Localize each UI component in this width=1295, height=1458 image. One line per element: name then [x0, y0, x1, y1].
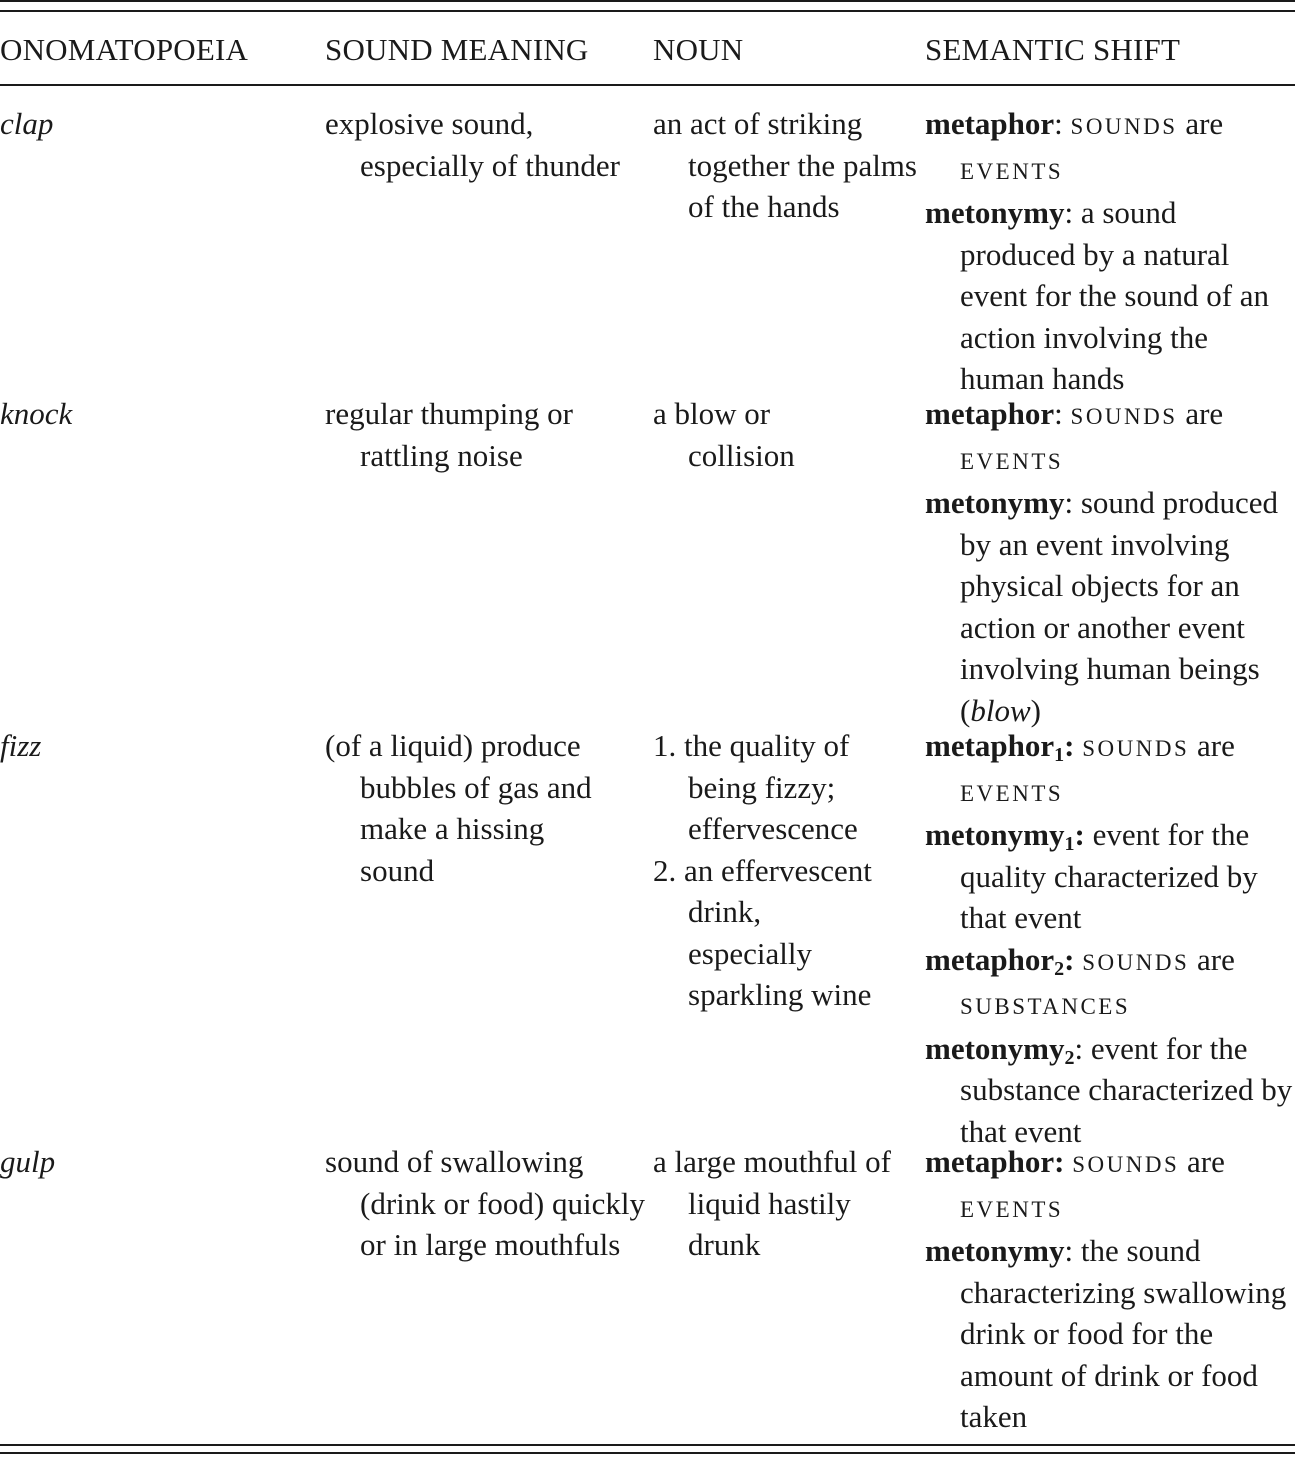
noun-cell — [653, 725, 878, 1016]
bottom-rule-inner — [0, 1444, 1295, 1446]
header-onomatopoeia: ONOMATOPOEIA — [0, 32, 249, 67]
semantic-shift-cell — [925, 725, 1295, 1152]
header-semantic-shift: SEMANTIC SHIFT — [925, 32, 1181, 67]
shift-metaphor-1: metaphor$_1$: SOUNDS are EVENTS — [925, 728, 1235, 806]
semantic-shift-cell — [925, 393, 1295, 731]
header-sound-meaning: SOUND MEANING — [325, 32, 589, 67]
top-rule-outer — [0, 0, 1295, 2]
header-rule — [0, 84, 1295, 86]
sound-meaning-cell: explosive sound, especially of thunder — [325, 106, 620, 183]
sound-meaning-cell: sound of swallowing (drink or food) quickly or in large mouthfuls — [325, 1144, 645, 1262]
sound-meaning-cell: regular thumping or rattling noise — [325, 396, 573, 473]
noun-cell: a blow or collision — [653, 396, 795, 473]
onomatopoeia-word: gulp — [0, 1144, 56, 1179]
shift-metonymy-1: metonymy$_1$: event for the quality characterized by that event — [925, 817, 1258, 935]
onomatopoeia-word: clap — [0, 106, 54, 141]
shift-metonymy: metonymy: the sound characterizing swallowing drink or food for the amount of drink or food taken — [925, 1233, 1287, 1434]
shift-metonymy: metonymy: sound produced by an event involving physical objects for an action or another event involving human beings (blow) — [925, 485, 1279, 728]
bottom-rule-outer — [0, 1452, 1295, 1454]
onomatopoeia-word: knock — [0, 396, 73, 431]
noun-sense-2: 2. an effervescent drink, especially sparkling wine — [653, 852, 872, 1012]
shift-metonymy: metonymy: a sound produced by a natural event for the sound of an action involving the human hands — [925, 195, 1270, 396]
shift-metaphor: metaphor: SOUNDS are EVENTS — [925, 396, 1224, 474]
sound-meaning-cell: (of a liquid) produce bubbles of gas and make a hissing sound — [325, 728, 592, 888]
noun-cell: an act of striking together the palms of the hands — [653, 106, 917, 224]
semantic-shift-cell — [925, 103, 1295, 400]
noun-cell: a large mouthful of liquid hastily drunk — [653, 1144, 891, 1262]
onomatopoeia-word: fizz — [0, 728, 42, 763]
noun-sense-1: 1. the quality of being fizzy; effervescence — [653, 728, 858, 846]
top-rule-inner — [0, 10, 1295, 12]
shift-metaphor: metaphor: SOUNDS are EVENTS — [925, 1144, 1225, 1222]
shift-metaphor: metaphor: SOUNDS are EVENTS — [925, 106, 1224, 184]
shift-metonymy-2: metonymy$_2$: event for the substance characterized by that event — [925, 1030, 1293, 1149]
header-noun: NOUN — [653, 32, 744, 67]
shift-metaphor-2: metaphor$_2$: SOUNDS are SUBSTANCES — [925, 941, 1235, 1019]
semantic-shift-cell — [925, 1141, 1295, 1438]
